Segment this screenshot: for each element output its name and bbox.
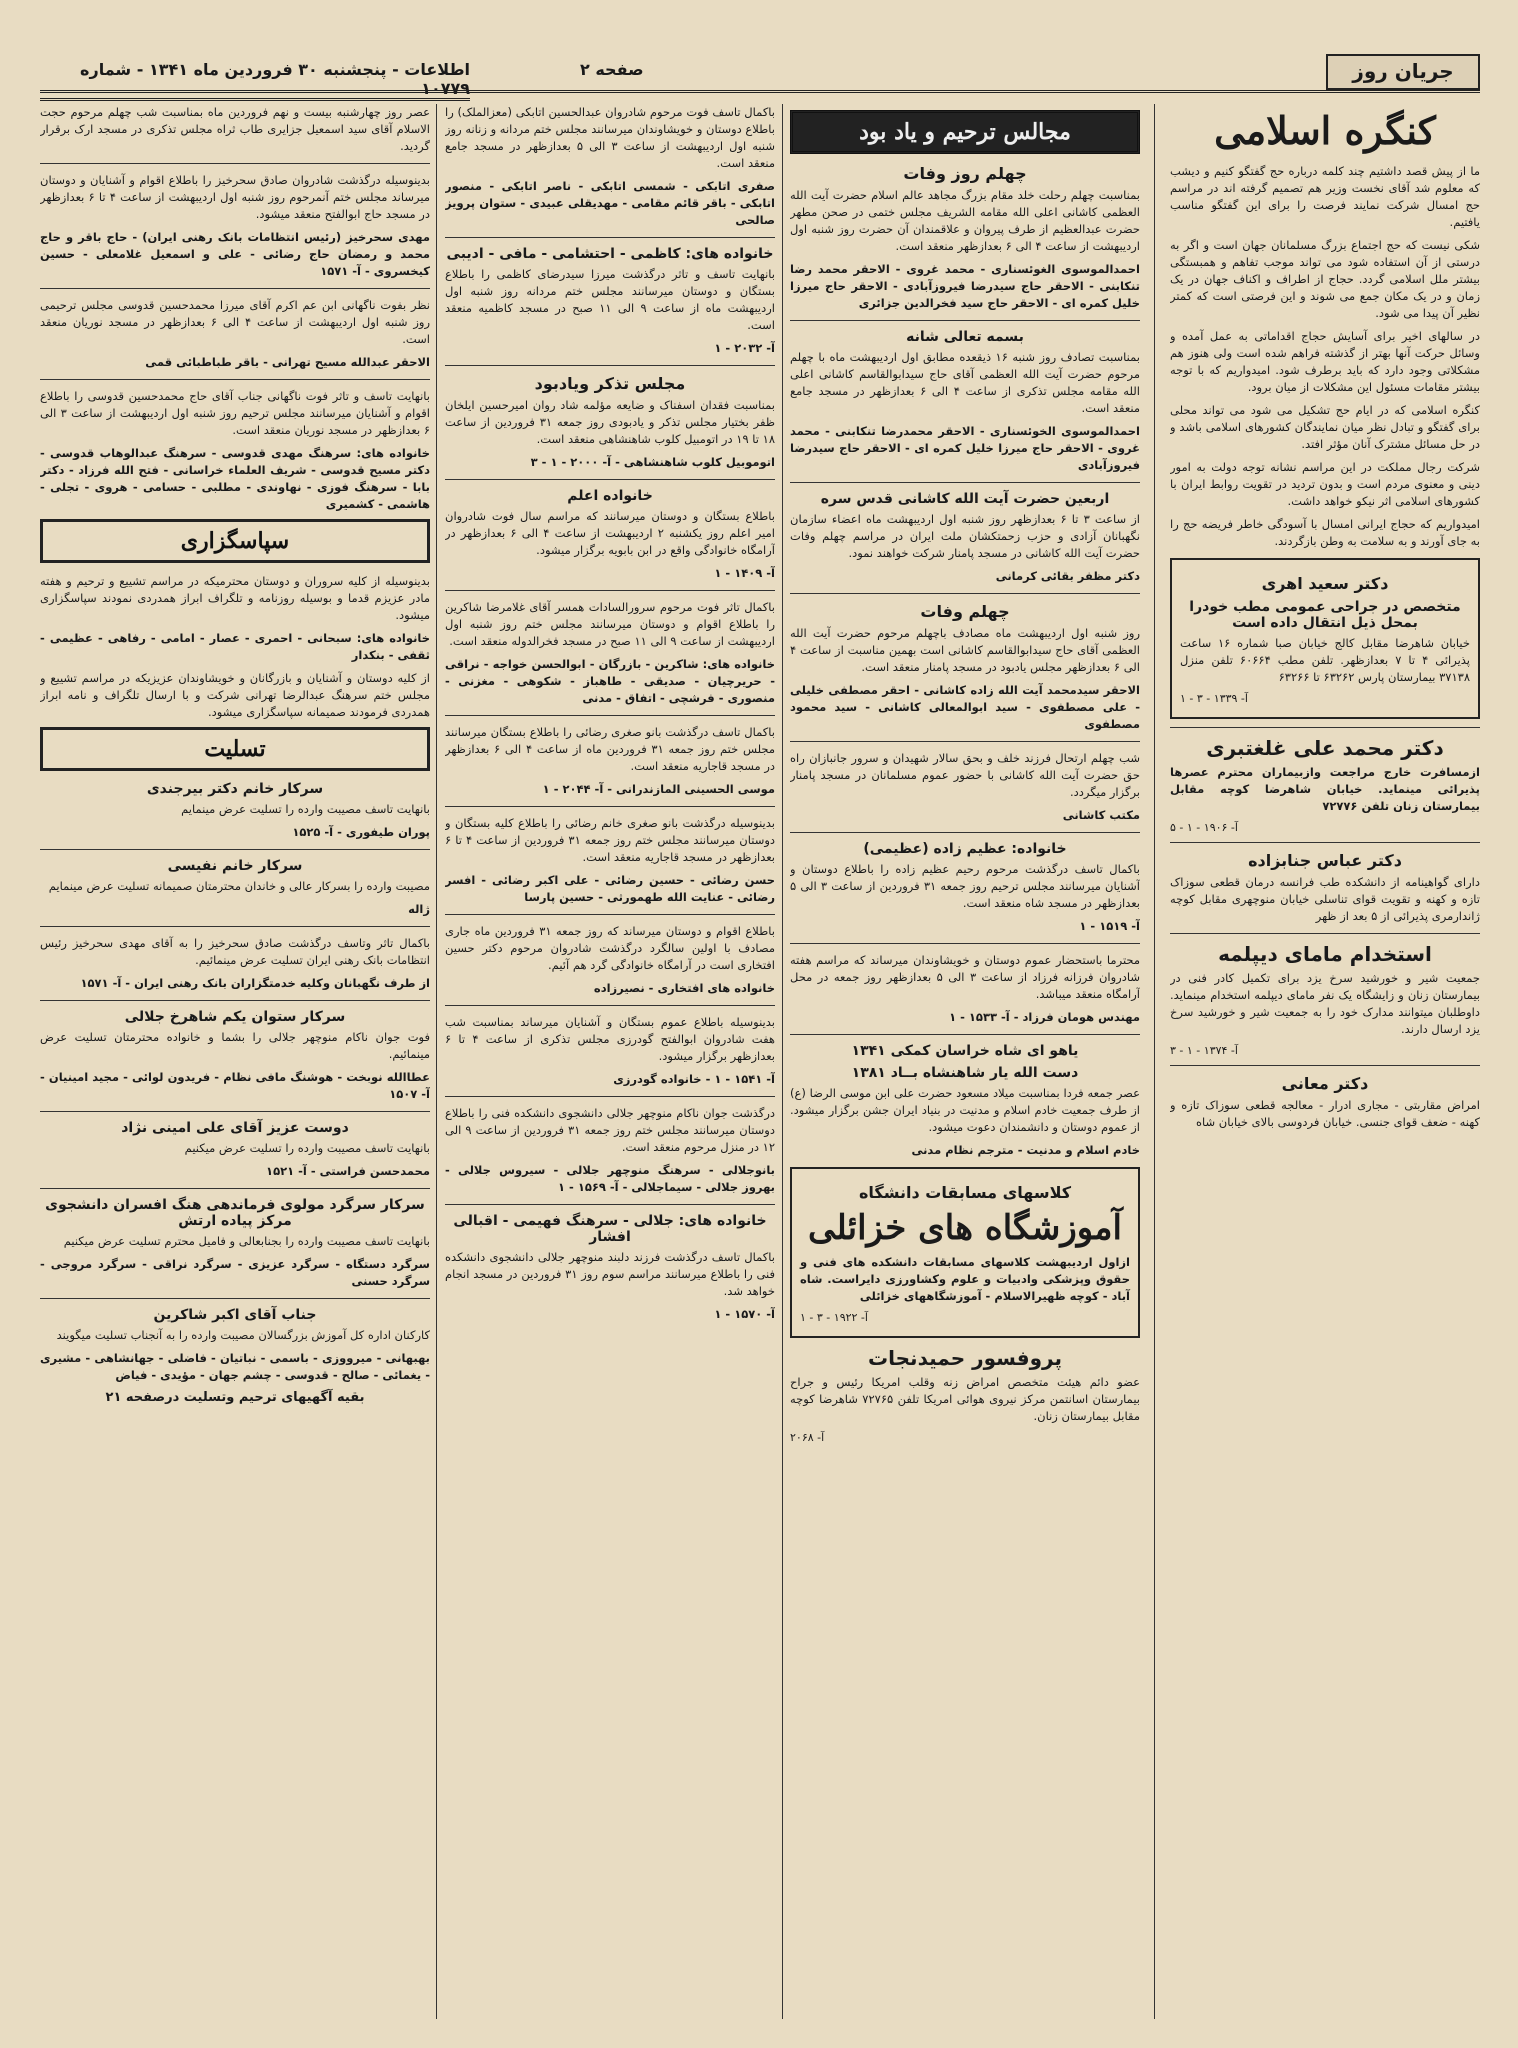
divider	[1170, 727, 1480, 728]
page-number: صفحه ۲	[580, 60, 644, 79]
divider	[445, 715, 775, 716]
notice-title: مجلس تذکر ویادبود	[534, 374, 686, 393]
notice-signers: خانواده های افتخاری - نصیرزاده	[593, 981, 775, 995]
notice-body: عصر روز چهارشنبه بیست و نهم فروردین ماه بمناسبت شب چهلم مرحوم حجت الاسلام آقای سید اسمعیل جزایری طاب ثراه مجلس تذکری در مسجد ارک برقرار گردید.	[40, 105, 430, 153]
section-title: جریان روز	[1326, 54, 1480, 90]
divider	[1170, 842, 1480, 843]
notice-signers: خانواده های: شاکرین - بازرگان - ابوالحسن خواجه - نراقی - حریرچیان - صدیقی - طاهباز - شکوهی - مغزنی - منصوری - فرشچی - اتفاق - مدنی	[445, 657, 775, 705]
condolence	[40, 781, 430, 841]
divider	[790, 320, 1140, 321]
notice-body: بدینوسیله باطلاع عموم بستگان و آشنایان میرساند بمناسبت شب هفت شادروان ابوالفتح گودرزی مجلس تذکری از ساعت ۴ تا ۶ بعدازظهر برگزار میشود.	[445, 1015, 775, 1063]
ad-body: جمعیت شیر و خورشید سرخ یزد برای تکمیل کادر فنی در بیمارستان زنان و زایشگاه یک نفر مامای دیپلمه استخدام مینماید. داوطلبان میتوانند مدارک خود را به جمعیت شیر و خورشید سرخ یزد ارسال دارند.	[1170, 971, 1480, 1036]
ad-code: آ- ۱۹۰۶ - ۱ - ۵	[1170, 821, 1238, 834]
notice-signers: مهندس هومان فرزاد - آ- ۱۵۳۳ - ۱	[949, 1010, 1140, 1024]
condolence-signers: ژاله	[408, 902, 430, 916]
notice-body: روز شنبه اول اردیبهشت ماه مصادف باچهلم مرحوم حضرت آیت الله العظمی آقای حاج سیدابوالقاسم کاشانی است بهمین مناسبت از ساعت ۴ الی ۶ بعدازظهر مجلس یادبود در مسجد پامنار منعقد است.	[790, 626, 1140, 674]
header-rule	[40, 90, 1480, 96]
ad-body: امراض مقاربتی - مجاری ادرار - معالجه قطعی سوزاک تازه و کهنه - ضعف قوای جنسی. خیابان فردوسی بالای خیابان شاه	[1170, 1098, 1480, 1129]
school-ad-top: کلاسهای مسابقات دانشگاه	[858, 1183, 1072, 1202]
column-condolences	[40, 104, 430, 2019]
notice	[445, 104, 775, 229]
condolence-body: باکمال تاثر وتاسف درگذشت صادق سحرخیز را به آقای مهدی سحرخیز رئیس انتظامات بانک رهنی ایران تسلیت عرض مینمائیم.	[40, 936, 430, 967]
condolence-title: سرکار خانم نفیسی	[167, 858, 303, 874]
condolence-body: فوت جوان ناکام منوچهر جلالی را بشما و خانواده محترمتان تسلیت عرض مینمائیم.	[40, 1030, 430, 1061]
column-notices	[445, 104, 775, 2019]
paper-dateline: اطلاعات - پنجشنبه ۳۰ فروردین ماه ۱۳۴۱ - شماره ۱۰۷۷۹	[40, 60, 470, 101]
divider	[445, 479, 775, 480]
notice-body: بمناسبت چهلم رحلت خلد مقام بزرگ مجاهد عالم اسلام حضرت آیت الله العظمی کاشانی اعلی الله مقامه الشریف مجلس ختمی در صحن مطهر حضرت عبدالعظیم از طرف پیروان و علاقمندان آن حضرت روز شنبه اول اردیبهشت از ساعت ۴ الی ۶ بعدازظهر منعقد است.	[790, 188, 1140, 253]
editorial-paragraph: شرکت رجال مملکت در این مراسم نشانه توجه دولت به امور دینی و معنوی مردم است و بدون تردید در تقویت روابط ایران با کشورهای اسلامی اثر نیکو خواهد داشت.	[1170, 460, 1480, 508]
ad-body: ازمسافرت خارج مراجعت وازبیماران محترم عصرها پذیرائی مینماید. خیابان شاهرضا کوچه مقابل بیمارستان زنان تلفن ۷۲۷۷۶	[1170, 765, 1480, 813]
notice-signers: احمدالموسوی الخوئسناری - الاحقر محمدرضا تنکابنی - محمد غروی - الاحقر حاج میرزا خلیل کمره ای - الاحقر حاج سیدرضا فیروزآبادی	[790, 424, 1140, 472]
condolence-body: مصیبت وارده را بسرکار عالی و خاندان محترمتان صمیمانه تسلیت عرض مینمایم	[48, 879, 430, 893]
notice-body: عصر جمعه فردا بمناسبت میلاد مسعود حضرت علی ابن موسی الرضا (ع) از طرف جمعیت خادم اسلام و مدنیت در بنیاد ایران جشن برگزار میشود. از عموم دوستان و دانشمندان دعوت میشود.	[790, 1086, 1140, 1134]
notice	[790, 491, 1140, 585]
divider	[40, 1000, 430, 1001]
condolence-body: بانهایت تاسف مصیبت وارده را تسلیت عرض مینمایم	[181, 802, 430, 816]
notice-body: از کلیه دوستان و آشنایان و بازرگانان و خویشاوندان عزیزیکه در مراسم تشییع و مجلس ختم سرهنگ عبدالرضا تهرانی شرکت و با ارسال تلگراف و نامه ابراز همدردی فرمودند صمیمانه سپاسگزاری میشود.	[40, 671, 430, 719]
ad-name: دکتر عباس جنابزاده	[1248, 851, 1402, 870]
divider	[445, 1096, 775, 1097]
condolence-title: دوست عزیز آقای علی امینی نژاد	[121, 1120, 349, 1136]
notice-body: باطلاع اقوام و دوستان میرساند که روز جمعه ۳۱ فروردین ماه جاری مصادف با اولین سالگرد درگذشت شادروان مرحوم دکتر حسین افتخاری است در آرامگاه خانوادگی گرد هم آئیم.	[445, 924, 775, 972]
divider	[445, 237, 775, 238]
notice-body: بدینوسیله درگذشت بانو صغری خانم رضائی را باطلاع کلیه بستگان و دوستان میرسانند مجلس ختم روز جمعه ۳۱ فروردین از ساعت ۴ تا ۶ بعدازظهر در مسجد قاجاریه منعقد است.	[445, 816, 775, 864]
divider	[445, 1204, 775, 1205]
notice	[790, 329, 1140, 474]
divider	[445, 590, 775, 591]
notice	[40, 573, 430, 664]
notice-signers: آ- ۲۰۳۲ - ۱	[714, 341, 775, 355]
ad-body: عضو دائم هیئت متخصص امراض زنه وقلب امریکا رئیس و جراح بیمارستان اسانتمن مرکز نیروی هوائی امریکا تلفن ۷۲۷۶۵ شاهرضا کوچه مقابل بیمارستان زنان.	[790, 1375, 1140, 1423]
editorial-paragraph: امیدواریم که حجاج ایرانی امسال با آسودگی خاطر فریضه حج را به جای آورند و به سلامت به وطن بازگردند.	[1170, 517, 1480, 548]
ad-name: پروفسور حمیدنجات	[868, 1346, 1062, 1370]
notice	[40, 104, 430, 155]
editorial-headline: کنگره اسلامی	[1214, 108, 1436, 153]
condolence-banner: تسلیت	[40, 727, 430, 771]
notice-signers: خانواده های: سبحانی - احمری - عصار - امامی - رفاهی - عظیمی - ثقفی - بنکدار	[40, 631, 430, 662]
notice-title: خانواده اعلم	[567, 488, 653, 504]
notice-title: چهلم روز وفات	[903, 164, 1027, 183]
ad-code: آ- ۱۹۲۲ - ۳ - ۱	[800, 1311, 868, 1324]
divider	[40, 1188, 430, 1189]
editorial-paragraph: شکی نیست که حج اجتماع بزرگ مسلمانان جهان است و اگر به درستی از آن استفاده شود می تواند موجب تفاهم و همبستگی بیشتر ملل اسلامی گردد. حجاج از اطراف و اکناف جهان در یک زمان و در یک مکان جمع می شوند و این فرصتی است که کمتر نظیر آن پیدا می شود.	[1170, 238, 1480, 320]
divider	[40, 926, 430, 927]
notice-title: چهلم وفات	[920, 602, 1010, 621]
ad-body: خیابان شاهرضا مقابل کالج خیابان صبا شماره ۱۶ ساعت پذیرائی ۴ تا ۷ بعدازظهر. تلفن مطب ۶۰۶۶۴ تلفن منزل ۳۷۱۳۸ بیمارستان پارس ۶۳۲۶۲ تا ۶۳۲۶۶	[1180, 636, 1471, 684]
notice	[445, 374, 775, 471]
divider	[40, 1298, 430, 1299]
notice	[790, 841, 1140, 935]
gratitude-banner: سپاسگزاری	[40, 519, 430, 563]
notice-signers: خادم اسلام و مدنیت - مترجم نظام مدنی	[911, 1143, 1140, 1157]
notice-body: باکمال تاسف درگذشت بانو صغری رضائی را باطلاع بستگان میرسانند مجلس ختم روز جمعه ۳۱ فروردین ماه از ساعت ۴ الی ۶ بعدازظهر در مسجد قاجاریه منعقد است.	[445, 725, 775, 773]
notice-signers: اتوموبیل کلوب شاهنشاهی - آ- ۲۰۰۰ - ۱ - ۳	[530, 455, 775, 469]
notice-signers: حسن رضائی - حسین رضائی - علی اکبر رضائی - افسر رضائی - عنایت الله طهمورثی - حسین پارسا	[445, 873, 775, 904]
notice-body: بدینوسیله درگذشت شادروان صادق سحرخیز را باطلاع اقوام و آشنایان و دوستان میرساند مجلس ختم آنمرحوم روز شنبه اول اردیبهشت از ساعت ۴ تا ۶ بعدازظهر در مسجد حاج ابوالفتح منعقد میشود.	[40, 173, 430, 221]
column-rule	[1154, 104, 1155, 2019]
notice	[40, 670, 430, 721]
condolence-signers: از طرف نگهبانان وکلیه خدمتگزاران بانک رهنی ایران - آ- ۱۵۷۱	[80, 976, 430, 990]
notice	[445, 1105, 775, 1196]
divider	[445, 1005, 775, 1006]
notice-body: شب چهلم ارتحال فرزند خلف و بحق سالار شهیدان و سرور جانبازان راه حق حضرت آیت الله کاشانی با حضور عموم مسلمانان در مسجد پامنار برگزار میگردد.	[790, 751, 1140, 799]
column-rule	[436, 104, 437, 2019]
notice-signers: مهدی سحرخیز (رئیس انتظامات بانک رهنی ایران) - حاج باقر و حاج محمد و رمضان حاج رضائی - علی و اسمعیل غلامعلی - حسین کیخسروی - آ- ۱۵۷۱	[40, 230, 430, 278]
notice-signers: آ- ۱۴۰۹ - ۱	[714, 566, 775, 580]
newspaper-page	[40, 44, 1480, 2019]
notice-body: بانهایت تاسف و تاثر فوت ناگهانی جناب آقای حاج محمدحسین قدوسی را باطلاع اقوام و آشنایان میرسانند مجلس ترحیم روز شنبه اول اردیبهشت از ساعت ۳ الی ۶ بعدازظهر در مسجد نوریان منعقد است.	[40, 389, 430, 437]
divider	[790, 482, 1140, 483]
condolence	[40, 1009, 430, 1103]
condolence-signers: بهبهانی - میرووزی - باسمی - نباتیان - فاضلی - جهانشاهی - مشیری - یغمائی - صالح - قدوسی - چشم جهان - مؤیدی - فیاض	[40, 1351, 430, 1382]
divider	[790, 593, 1140, 594]
condolence	[40, 1120, 430, 1180]
divider	[1170, 933, 1480, 934]
divider	[1170, 1065, 1480, 1066]
notice-signers: بانوجلالی - سرهنگ منوچهر جلالی - سیروس جلالی - بهروز جلالی - سیماجلالی - آ- ۱۵۶۹ - ۱	[445, 1163, 775, 1194]
column-rule	[782, 104, 783, 2019]
notice-title: خانواده های: کاظمی - احتشامی - مافی - ادیبی	[446, 246, 774, 262]
notice	[445, 923, 775, 997]
notice	[40, 297, 430, 371]
notice	[40, 172, 430, 280]
memorials-banner: مجالس ترحیم و یاد بود	[790, 110, 1140, 154]
notice-body: باکمال تاسف درگذشت مرحوم رحیم عظیم زاده را باطلاع دوستان و آشنایان میرسانند مجلس ترحیم روز جمعه ۳۱ فروردین از ساعت ۳ الی ۵ بعدازظهر در مسجد شاه منعقد است.	[790, 862, 1140, 910]
notice-signers: آ- ۱۵۴۱ - ۱ - خانواده گودرزی	[613, 1072, 775, 1086]
notice-body: باکمال تاسف فوت مرحوم شادروان عبدالحسین اتابکی (معزالملک) را باطلاع دوستان و خویشاوندان میرسانند مجلس ختم مردانه و زنانه روز شنبه اول اردیبهشت از ساعت ۳ الی ۵ بعدازظهر در مسجد جامع منعقد است.	[445, 105, 775, 170]
editorial-paragraph: در سالهای اخیر برای آسایش حجاج اقداماتی به عمل آمده و وسائل حرکت آنها بهتر از گذشته فراهم شده است ولی هنوز هم مشکلاتی وجود دارد که باید برطرف شود. امیدواریم که با توجه بیشتر مقامات مسئول این مشکلات از میان برود.	[1170, 329, 1480, 394]
divider	[40, 379, 430, 380]
notice-signers: الاحقر سیدمحمد آیت الله زاده کاشانی - احقر مصطفی خلیلی - علی مصطفوی - سید ابوالمعالی کاشانی - سید محمود مصطفوی	[790, 683, 1140, 731]
ad-name: دکتر معانی	[1281, 1074, 1369, 1093]
notice	[445, 488, 775, 582]
condolence-signers: سرگرد دستگاه - سرگرد عزیزی - سرگرد نراقی - سرگرد مروجی - سرگرد حسنی	[40, 1257, 430, 1288]
divider	[790, 1034, 1140, 1035]
condolence-title: سرکار سرگرد مولوی فرماندهی هنگ افسران دانشجوی مرکز پیاده ارتش	[45, 1197, 425, 1229]
editorial-paragraph: ما از پیش قصد داشتیم چند کلمه درباره حج گفتگو کنیم و دیشب که معلوم شد آقای نخست وزیر هم تصمیم گرفته اند در مراسم حج امسال شرکت نمایند فرصت را برای این گفتگو مناسب یافتیم.	[1170, 164, 1480, 229]
continued-note: بقیه آگهیهای ترحیم وتسلیت درصفحه ۲۱	[105, 1390, 365, 1405]
divider	[790, 741, 1140, 742]
notice-body: نظر بفوت ناگهانی ابن عم اکرم آقای میرزا محمدحسین قدوسی مجلس ترحیمی روز شنبه اول اردیبهشت از ساعت ۴ الی ۶ بعدازظهر در مسجد نوریان منعقد است.	[40, 298, 430, 346]
doctor-ad	[1170, 558, 1480, 719]
notice-signers: مکتب کاشانی	[1062, 808, 1140, 822]
divider	[40, 288, 430, 289]
notice-body: بمناسبت تصادف روز شنبه ۱۶ ذیقعده مطابق اول اردیبهشت ماه با چهلم مرحوم حضرت آیت الله العظمی آقای حاج سیدابوالقاسم کاشانی اعلی الله مقامه مجلس تذکری از ساعت ۴ الی ۶ بعدازظهر در مسجد جامع منعقد است.	[790, 350, 1140, 415]
column-editorial	[1170, 104, 1480, 2019]
condolence	[40, 935, 430, 992]
notice	[445, 815, 775, 906]
notice-title: یاهو ای شاه خراسان کمکی ۱۳۴۱	[851, 1043, 1079, 1059]
notice-title: اربعین حضرت آیت الله کاشانی قدس سره	[820, 491, 1110, 507]
ad-subtitle: متخصص در جراحی عمومی مطب خودرا بمحل ذیل انتقال داده است	[1189, 599, 1461, 631]
ad-code: آ- ۲۰۶۸	[790, 1431, 825, 1444]
condolence	[40, 858, 430, 918]
divider	[790, 832, 1140, 833]
notice	[40, 388, 430, 513]
notice-body: باطلاع بستگان و دوستان میرسانند که مراسم سال فوت شادروان امیر اعلم روز یکشنبه ۲ اردیبهشت از ساعت ۴ الی ۶ بعدازظهر در آرامگاه خانوادگی واقع در ابن بابویه برگزار میشود.	[445, 509, 775, 557]
divider	[40, 849, 430, 850]
notice-signers: خانواده های: سرهنگ مهدی قدوسی - سرهنگ عبدالوهاب قدوسی - دکتر مسیح قدوسی - شریف العلماء خراسانی - فتح الله فرزاد - دکتر بابا - سرهنگ فوزی - نهاوندی - مطلبی - حسامی - هروی - تجلی - هاشمی - کشمیری	[40, 446, 430, 511]
notice	[790, 750, 1140, 824]
condolence-body: کارکنان اداره کل آموزش بزرگسالان مصیبت وارده را به آنجناب تسلیت میگویند	[56, 1328, 430, 1342]
column-memorials	[790, 104, 1140, 2019]
divider	[40, 1111, 430, 1112]
divider	[445, 914, 775, 915]
condolence	[40, 1197, 430, 1290]
condolence-title: سرکار خانم دکتر بیرجندی	[146, 781, 324, 797]
notice	[445, 724, 775, 798]
notice-body: محترما باستحضار عموم دوستان و خویشاوندان میرساند که مراسم هفته شادروان فرزانه فرزاد از ساعت ۳ الی ۵ بعدازظهر روز جمعه در محل آرامگاه منعقد میباشد.	[790, 953, 1140, 1001]
notice-subtitle: دست الله یار شاهنشاه بــاد ۱۳۸۱	[851, 1065, 1079, 1081]
notice-title: خانواده: عظیم زاده (عظیمی)	[863, 841, 1067, 857]
ad-title: استخدام مامای دیپلمه	[1218, 942, 1432, 966]
condolence-title: جناب آقای اکبر شاکرین	[153, 1307, 317, 1323]
ad-body: دارای گواهینامه از دانشکده طب فرانسه درمان قطعی سوزاک تازه و کهنه و تقویت قوای تناسلی خیابان منوچهری مقابل کوچه ژاندارمری پذیرائی از ۵ بعد از ظهر	[1170, 875, 1480, 923]
notice	[445, 246, 775, 357]
school-ad-body: ازاول اردیبهشت کلاسهای مسابقات دانشکده های فنی و حقوق وپزشکی وادبیات و علوم وکشاورزی دایراست. شاه آباد - کوچه ظهیرالاسلام - آموزشگاههای خزائلی	[800, 1255, 1130, 1303]
notice-body: بدینوسیله از کلیه سروران و دوستان محترمیکه در مراسم تشییع و ترحیم و هفته مادر عزیزم قدما و بوسیله روزنامه و تلگراف ابراز همدردی نمودند سپاسگزاری میشود.	[40, 574, 430, 622]
notice-body: باکمال تاثر فوت مرحوم سرورالسادات همسر آقای غلامرضا شاکرین را باطلاع اقوام و دوستان میرسانند مجلس ختم روز شنبه اول اردیبهشت از ساعت ۹ الی ۱۱ صبح در مسجد فخرالدوله منعقد است.	[445, 600, 775, 648]
page-header	[40, 54, 1480, 98]
divider	[40, 163, 430, 164]
school-ad-name: آموزشگاه های خزائلی	[808, 1208, 1122, 1248]
condolence-signers: پوران طیفوری - آ- ۱۵۲۵	[292, 825, 430, 839]
notice-signers: دکتر مظفر بقائی کرمانی	[995, 569, 1140, 583]
notice-signers: آ- ۱۵۱۹ - ۱	[1079, 919, 1140, 933]
notice-body: بمناسبت فقدان اسفناک و ضایعه مؤلمه شاد روان امیرحسین ایلخان ظفر بختیار مجلس تذکر و یادبودی روز جمعه ۳۱ فروردین از ساعت ۱۸ تا ۱۹ در اتومبیل کلوب شاهنشاهی منعقد است.	[445, 398, 775, 446]
ad-name: دکتر محمد علی غلغتبری	[1206, 736, 1444, 760]
ad-name: دکتر سعید اهری	[1261, 574, 1389, 593]
divider	[445, 365, 775, 366]
notice-body: درگذشت جوان ناکام منوچهر جلالی دانشجوی دانشکده فنی را باطلاع دوستان میرسانند مجلس ختم روز جمعه ۳۱ فروردین از ساعت ۹ الی ۱۲ در منزل مرحوم منعقد است.	[445, 1106, 775, 1154]
ad-code: آ- ۱۳۷۴ - ۱ - ۳	[1170, 1044, 1238, 1057]
notice-title: بسمه تعالی شانه	[906, 329, 1024, 345]
notice-body: باکمال تاسف درگذشت فرزند دلبند منوچهر جلالی دانشجوی دانشکده فنی را باطلاع میرسانند مراسم سوم روز ۳۱ فروردین در مسجد انجام خواهد شد.	[445, 1250, 775, 1298]
notice	[790, 164, 1140, 312]
divider	[790, 943, 1140, 944]
condolence-body: بانهایت تاسف مصیبت وارده را بجنابعالی و فامیل محترم تسلیت عرض میکنیم	[63, 1234, 430, 1248]
notice-signers: موسی الحسینی المازندرانی - آ- ۲۰۴۴ - ۱	[542, 782, 775, 796]
condolence	[40, 1307, 430, 1384]
khorasan-notice	[790, 1043, 1140, 1159]
notice-body: بانهایت تاسف و تاثر درگذشت میرزا سیدرضای کاظمی را باطلاع بستگان و دوستان میرسانند مجلس ختم مردانه روز شنبه اول اردیبهشت ماه از ساعت ۹ الی ۱۱ صبح در مسجد کاظمیه منعقد است.	[445, 267, 775, 332]
notice	[790, 952, 1140, 1026]
notice	[790, 602, 1140, 733]
notice-signers: آ- ۱۵۷۰ - ۱	[714, 1307, 775, 1321]
condolence-signers: محمدحسن فراستی - آ- ۱۵۲۱	[266, 1164, 430, 1178]
notice	[445, 599, 775, 707]
notice-signers: الاحقر عبدالله مسیح تهرانی - باقر طباطبائی قمی	[145, 355, 430, 369]
condolence-signers: عطاالله نوبخت - هوشنگ مافی نظام - فریدون لوائی - مجید امینیان - آ- ۱۵۰۷	[40, 1070, 430, 1101]
notice	[445, 1014, 775, 1088]
condolence-body: بانهایت تاسف مصیبت وارده را تسلیت عرض میکنیم	[184, 1141, 430, 1155]
condolence-title: سرکار ستوان یکم شاهرخ جلالی	[124, 1009, 346, 1025]
ad-code: آ- ۱۳۳۹ - ۳ - ۱	[1180, 692, 1248, 705]
divider	[445, 806, 775, 807]
notice-signers: احمدالموسوی الغوئسناری - محمد غروی - الاحقر محمد رضا تنکابنی - الاحقر حاج سیدرضا فیروزآبادی - الاحقر حاج میرزا خلیل کمره ای - الاحقر حاج سید فخرالدین جزائری	[790, 262, 1140, 310]
notice-signers: صفری اتابکی - شمسی اتابکی - ناصر اتابکی - منصور اتابکی - باقر قائم مقامی - مهدیقلی عبیدی - ستوان پرویز صالحی	[445, 179, 775, 227]
editorial-paragraph: کنگره اسلامی که در ایام حج تشکیل می شود می تواند محلی برای گفتگو و تبادل نظر میان نمایندگان کشورهای اسلامی باشد و در حل مسائل مشترک آنان مؤثر افتد.	[1170, 403, 1480, 451]
notice-title: خانواده های: جلالی - سرهنگ فهیمی - اقبالی افشار	[453, 1213, 767, 1245]
school-ad	[790, 1167, 1140, 1338]
notice	[445, 1213, 775, 1323]
notice-body: از ساعت ۳ تا ۶ بعدازظهر روز شنبه اول اردیبهشت ماه اعضاء سازمان نگهبانان آزادی و حزب زحمتکشان ملت ایران در مراسم چهلم وفات حضرت آیت الله کاشانی در مسجد پامنار شرکت خواهند نمود.	[790, 512, 1140, 560]
